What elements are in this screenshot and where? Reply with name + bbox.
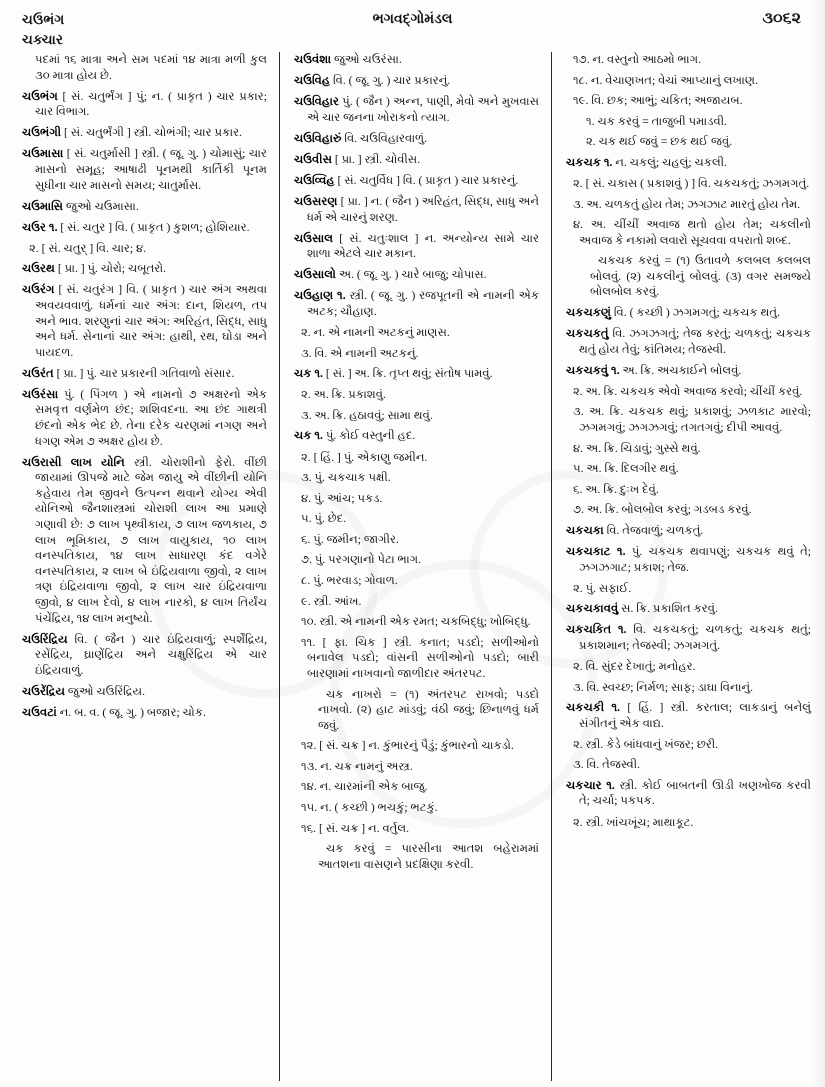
entry-body: વિ. ચકચકતું; ચળકતું; ચકચક થતું; પ્રકાશમાન; તેજસ્વી; ઝગમગતું. [579,623,811,652]
entry-headword: ચઉરેંદ્રિય [22,684,66,698]
entry-body: [ પ્રા. ] સ્ત્રી. ચોવીસ. [331,152,421,166]
entry-body: [ સં. ચતુરંગ ] વિ. ( પ્રાકૃત ) ચાર અંગ અથવા અવયવવાળું. ધર્મનાં ચાર અંગ: દાન, શિયળ, તપ અને ભાવ. શરણુનાં ચાર અંગ: અરિહંત, સિદ્ધ, સાધુ અને ધર્મ. સેનાનાં ચાર અંગ: હાથી, રથ, ઘોડા અને પાયદળ. [35,283,267,359]
entry-body: વિ. ( જૈન ) ચાર ઇંદ્રિયવાળું; સ્પર્શેંદ્રિય, રસેંદ્રિય, ઘ્રાણેંદ્રિય અને ચક્ષુરિંદ્રિય એ ચાર ઇંદ્રિયવાળું. [35,632,267,677]
entry-body: વિ. ( જૂ. ગુ. ) ચાર પ્રકારનું. [330,74,451,88]
dictionary-entry [566,601,811,617]
dictionary-entry [294,428,539,444]
entry-body: સ્ત્રી. ચોરાશીનો ફેરો. વીંછી જાયામાં ઊપજે માટે જેમ જાયુ એ વીંછીની યોનિ કહેવાય તેમ જીવને ઉત્પન્ન થવાને યોગ્ય એવી યોનિઓ જૈનશાસ્ત્રમાં ચોરાશી લાખ આ પ્રમાણે ગણાવી છે: ૭ લાખ પૃથ્વીકાય, ૭ લાખ જળકાય, ૭ લાખ ભૂમિકાય, ૭ લાખ વાયુકાય, ૧૦ લાખ વનસ્પતિકાય, ૧૪ લાખ સાધારણ કંદ વગેરે વનસ્પતિકાય, ૨ લાખ બે ઇંદ્રિયવાળા જીવો, ૨ લાખ ત્રણ ઇંદ્રિયવાળા જીવો, ૨ લાખ ચાર ઇંદ્રિયવાળા જીવો, ૪ લાખ દેવો, ૪ લાખ નારકો, ૪ લાખ તિર્યંચ પંચેંદ્રિય, ૧૪ લાખ મનુષ્યો. [35,455,267,625]
dictionary-entry [294,173,539,189]
entry-headword: ચકચકિત ૧. [566,623,627,637]
entry-body: ૩. પું. ચકચાક પક્ષી. [301,471,391,485]
entry-sense [294,779,539,795]
dictionary-entry [294,267,539,283]
entry-headword: ચક ૧. [294,367,323,381]
entry-body: સ્ત્રી. કોઈ બાબતની ઊડી ખણખોજ કરવી તે; ચર્ચા; પકપક. [579,778,811,808]
dictionary-entry [566,778,811,809]
entry-sense [294,491,539,507]
entry-body: ૧૩. ન. ચક્ર નામનું અસ્ત્ર. [301,759,413,773]
dictionary-entry [566,326,811,357]
entry-sense [566,581,811,597]
entry-body: [ સં. ] અ. ક્રિ. તૃપ્ત થવું; સંતોષ પામવું. [322,367,493,381]
dictionary-entry [294,52,539,68]
entry-headword: ચઉવિહાર [294,95,339,109]
dictionary-entry [566,305,811,321]
dictionary-entry [22,89,267,120]
entry-headword: ચઉર ૧. [22,220,58,234]
entry-body: [ સં. ચતુર્માસી ] સ્ત્રી. ( જૂ. ગુ. ) ચોમાસું; ચાર માસનો સમૂહ; આષાઢી પૂનમથી કાર્તિકી પૂનમ સુધીના ચાર માસનો સમય; ચાતુર્માસ. [35,147,267,192]
dictionary-entry [294,152,539,168]
entry-body: ૨. [ સં. ચકાસ ( પ્રકાશવું ) ] વિ. ચકચકતું; ઝગમગતું. [573,176,810,190]
entry-body: [ પ્રા. ] ન. ( જૈન ) અરિહંત, સિદ્ધ, સાધુ અને ધર્મ એ ચારનું શરણ. [307,195,539,224]
entry-body: ચક કરવું = પારસીના આતશ બહેરામમાં આતશના વાસણને પ્રદક્ષિણા કરવી. [318,842,539,871]
dictionary-entry [294,231,539,262]
dictionary-entry [22,684,267,700]
entry-body: ૩. અ. ક્રિ. ચકચક થવું; પ્રકાશવું; ઝળકાટ મારવો; ઝગમગવું; ઝગઝગવું; તગતગવું; દીપી આવવું. [573,405,811,434]
entry-body: વિ. ચઉવિહારવાળું. [341,131,427,145]
entry-headword: ચઉરાસી લાખ યોનિ [22,455,125,469]
dictionary-entry [22,705,267,721]
dictionary-entry [566,363,811,379]
entry-headword: ચઉમાસા [22,147,64,161]
entry-body: ૩. વિ. તેજસ્વી. [573,758,640,772]
dictionary-entry [294,288,539,319]
entry-body: ૧૫. ન. ( કચ્છી ) ભચકું; ભટકું. [301,800,438,814]
dictionary-entry [22,146,267,193]
entry-body: ૪. અ. ક્રિ. ચિડાવું; ગુસ્સે થવું. [573,441,701,455]
entry-body: પદમાં ૧૬ માત્રા અને સમ પદમાં ૧૪ માત્રા મળી કુલ ૩૦ માત્રા હોય છે. [35,53,267,82]
entry-sense [294,387,539,403]
entry-sense [294,594,539,610]
entry-headword: ચઉરંગ [22,283,55,297]
entry-headword: ચઉભંગી [22,126,62,140]
entry-continuation [22,52,267,83]
entry-headword: ચઉસરણ [294,195,338,209]
entry-body: [ સં. ચતુર ] વિ. ( પ્રાકૃત ) કુશળ; હોશિયાર. [57,220,250,234]
entry-body: વિ. ( કચ્છી ) ઝગમગતું; ચકચક થતું. [611,306,780,320]
entry-body: [ સં. ચતુર્ભંગ ] પું; ન. ( પ્રાકૃત ) ચાર પ્રકાર; ચાર વિભાગ. [35,89,267,119]
entry-headword: ચકચકતું [566,327,609,341]
entry-body: ૨. સ્ત્રી. ખાંચખૂંચ; માથાકૂટ. [573,815,694,829]
dictionary-entry [566,523,811,539]
entry-body: ૩. વિ. એ નામની અટકનું. [301,346,419,360]
entry-sense [294,408,539,424]
dictionary-entry [22,366,267,382]
dictionary-entry [294,94,539,125]
entry-sense [566,815,811,831]
entry-sense [566,73,811,89]
dictionary-entry [22,261,267,277]
entry-body: ૯. સ્ત્રી. આંખ. [301,594,362,608]
entry-sense [566,482,811,498]
entry-body: જુઓ ચઉમાસા. [63,199,139,213]
entry-body: અ. ( જૂ. ગુ. ) ચારે બાજુ; ચોપાસ. [335,268,487,282]
entry-body: જુઓ ચઉરિંદ્રિય. [65,684,146,698]
entry-body: ૬. અ. ક્રિ. દુઃખ દેવું. [573,482,659,496]
entry-sense [566,502,811,518]
entry-headword: ચઉવિહ [294,74,331,88]
entry-sense [566,197,811,213]
entry-body: [ સં. ચતુર્વિધ ] વિ. ( પ્રાકૃત ) ચાર પ્રકારનું. [334,173,519,187]
dictionary-entry [566,544,811,575]
entry-body: ચક નાખરો = (૧) અંતરપટ રાખવો; પડદો નાખવો. (૨) હાટ માંડવું; વંઠી જવું; છિનાળવું ધર્મ જવું. [318,687,539,732]
entry-body: ૫. પું. છેદ. [301,512,347,526]
entry-body: ૨. ચક થઈ જવું = છક થઈ જવું. [586,135,733,149]
dictionary-entry [22,220,267,236]
entry-sense [294,573,539,589]
dictionary-entry [566,622,811,653]
entry-headword: ચકચાર ૧. [566,778,615,792]
text-column-2 [279,52,551,1081]
entry-body: વિ. ઝગઝગતું; તેજ કરતું; ચળકતું; ચકચક થતું હોય તેવું; કાંતિમય; તેજસ્વી. [579,327,811,356]
entry-sense [566,384,811,400]
entry-headword: ચઉસાલો [294,268,336,282]
entry-body: સ્ત્રી. ( જૂ. ગુ. ) રજપૂતની એ નામની એક અટક; ચૌહાણ. [307,289,539,319]
entry-sense [294,470,539,486]
entry-headword: ચઉસાલ [294,231,334,245]
dictionary-entry [294,73,539,89]
entry-body: ૧૮. ન. વેચાણખત; વેચાં આપ્યાનું લખાણ. [573,73,758,87]
entry-sense [294,800,539,816]
entry-sense [566,52,811,68]
entry-body: ૨. [ સં. ચતુર્ ] વિ. ચાર; ૪. [29,241,147,255]
entry-body: ૧૨. [ સં. ચક્ર ] ન. કુંભારનું પૈડું; કુંભારનો ચાકડો. [301,739,514,753]
dictionary-entry [294,194,539,225]
entry-body: ૨. સ્ત્રી. કેડે બાંધવાનું ખંજર; છરી. [573,737,719,751]
entry-headword: ચઉવંશા [294,53,332,66]
dictionary-entry [22,455,267,626]
entry-headword: ચઉરંસા [22,387,59,401]
entry-body: ૧૯. વિ. છક; આભું; ચકિત; અજાયબ. [573,94,743,108]
entry-headword: ચકચક ૧. [566,155,613,169]
page-columns [14,52,815,1081]
entry-body: ચકચક કરવું = (૧) ઉતાવળે કલબલ કલબલ બોલવું. (૨) ચકલીનું બોલવું. (૩) વગર સમજ્યે બોલબોલ કરવું. [590,254,811,299]
entry-headword: ચઉભંગ [22,89,58,103]
entry-headword: ચઉવિહારું [294,131,342,145]
entry-body: ન. બ. વ. ( જૂ. ગુ. ) બજાર; ચોક. [56,705,206,719]
entry-body: [ હિં. ] સ્ત્રી. કરતાલ; લાકડાનું બનેલું સંગીતનું એક વાદ્ય. [579,701,811,730]
entry-sense [294,738,539,754]
entry-headword: ચકચકાટ ૧. [566,544,626,558]
entry-body: ૭. અ. ક્રિ. બોલબોલ કરવું; ગડબડ કરવું. [573,503,752,517]
running-head-first-entry: ચઉભંગ [22,12,65,27]
entry-sense [566,659,811,675]
entry-body: ૨. [ હિં. ] પું. એકાણુ જમીન. [301,450,428,464]
entry-body: [ પ્રા. ] પું. ચાર પ્રકારની ગતિવાળો સંસાર. [53,366,235,380]
entry-headword: ચઉરંત [22,366,54,380]
entry-sense [566,757,811,773]
entry-body: ૪. પું. આંચ; પકડ. [301,491,383,505]
entry-headword: ચકચકી ૧. [566,701,621,715]
entry-sense [294,635,539,682]
entry-subsense [566,134,811,150]
text-column-1 [14,52,279,1081]
entry-sense [566,441,811,457]
dictionary-entry [22,125,267,141]
entry-body: [ સં. ચતુઃશાલ ] ન. અન્યોન્ય સામે ચાર શાળા એટલે ચાર મકાન. [307,231,539,261]
entry-body: ૧૧. [ ફા. ચિક ] સ્ત્રી. કનાત; પડદો; સળીઓનો બનાવેલ પડદો; વાંસની સળીઓનો પડદો; બારી બારણામાં નાખવાનો જાળીદાર અંતરપટ. [301,635,539,680]
entry-body: ૧. ચક કરવું = તાજુબી પમાડવી. [586,114,727,128]
entry-body: ૨. અ. ક્રિ. પ્રકાશવું. [301,388,386,402]
entry-headword: ચકચકાવવું [566,602,619,616]
entry-sense [566,737,811,753]
entry-body: ૨. વિ. સુંદર દેખાતું; મનોહર. [573,659,696,673]
dictionary-entry [294,366,539,382]
entry-headword: ચકચકવું ૧. [566,363,620,377]
entry-sense [566,404,811,435]
entry-body: ન. ચકલું; ચહલું; ચકલી. [612,155,727,169]
entry-body: ૧૬. [ સં. ચક્ર ] ન. વર્તુલ. [301,821,410,835]
entry-body: ૨. ન. એ નામની અટકનું માણસ. [301,326,450,340]
entry-body: ૨. પું. સફાઈ. [573,581,632,595]
dictionary-entry [22,282,267,360]
entry-sense [294,325,539,341]
text-column-3 [551,52,815,1081]
entry-sense [566,176,811,192]
entry-body: અ. ક્રિ. અચકાઈને બોલવું. [619,363,742,377]
dictionary-entry [22,387,267,449]
entry-headword: ચક ૧. [294,429,323,443]
entry-subsense [566,114,811,130]
entry-sense [566,217,811,248]
dictionary-entry [566,700,811,731]
entry-body: ૧૪. ન. ચારમાંની એક બાજુ. [301,780,428,794]
entry-headword: ચકચકણું [566,306,612,320]
entry-body: [ સં. ચતુર્ભંગી ] સ્ત્રી. ચોભંગી; ચાર પ્રકાર. [61,126,242,140]
entry-idiom [294,687,539,734]
entry-idiom [294,841,539,872]
entry-body: પું. ( જૈન ) અન્ન, પાણી, મેવો અને મુખવાસ એ ચાર જનના ખોરાકનો ત્યાગ. [307,95,539,124]
entry-sense [294,552,539,568]
page-title: ભગવદ્ગોમંડલ [372,12,453,27]
dictionary-entry [22,199,267,215]
entry-sense [566,680,811,696]
entry-body: પું. ચકચક થવાપણું; ચકચક થવું તે; ઝગઝગાટ; પ્રકાશ; તેજ. [579,544,811,574]
running-head-last-entry: ચક્ચાર [22,31,64,47]
entry-headword: ચઉવટાં [22,705,57,719]
entry-body: ૪. અ. ચીંચીં અવાજ થતો હોય તેમ; ચકલીનો અવાજ કે નકામો લવારો સૂચવવા વપરાતો શબ્દ. [573,218,811,247]
page-number: ૩૦૬૨ [762,10,801,27]
entry-headword: ચઉવ્વિહ [294,173,335,187]
entry-sense [566,93,811,109]
entry-idiom [566,253,811,300]
entry-body: ૧૭. ન. વસ્તુનો આઠમો ભાગ. [573,53,702,66]
entry-sense [294,450,539,466]
entry-headword: ચઉમાસિ [22,199,64,213]
entry-body: ૩. અ. ક્રિ. હઠાવવું; સામા થવું. [301,408,433,422]
entry-sense [294,759,539,775]
entry-body: ૭. પું. પરગણાનો પેટા ભાગ. [301,553,422,567]
entry-sense [294,511,539,527]
entry-body: પું. ( પિંગળ ) એ નામનો ૭ અક્ષરનો એક સમવૃત્ત વર્ણમેળ છંદ; શશિવદના. આ છંદ ગાથત્રી છંદનો એક ભેદ છે. તેના દરેક ચરણમાં નગણ અને ધગણ એમ ૭ અક્ષર હોય છે. [35,387,267,448]
entry-body: ૨. અ. ક્રિ. ચકચક એવો અવાજ કરવો; ચીંચીં કરવું. [573,384,803,398]
entry-body: ૬. પું. જમીન; જાગીર. [301,532,399,546]
entry-sense [294,346,539,362]
dictionary-entry [566,155,811,171]
dictionary-entry [294,131,539,147]
entry-body: ૩. અ. ચળકતું હોય તેમ; ઝગઝાટ મારતું હોય તેમ. [573,197,801,211]
entry-body: વિ. તેજવાળું; ચળકતું. [603,523,704,537]
entry-body: ૩. વિ. સ્વચ્છ; નિર્મળ; સાફ; ડાઘા વિનાનું. [573,680,754,694]
entry-sense [294,532,539,548]
entry-sense [294,821,539,837]
entry-body: જુઓ ચઉરંસા. [331,53,402,66]
entry-body: પું. કોઈ વસ્તુની હદ. [322,429,416,443]
entry-body: ૮. પું. ભરવાડ; ગોવાળ. [301,574,398,588]
dictionary-entry [22,632,267,679]
entry-headword: ચઉહાણ ૧. [294,289,346,303]
entry-headword: ચઉરથ [22,262,55,276]
entry-sense [22,241,267,257]
entry-sense [294,614,539,630]
entry-sense [566,461,811,477]
entry-body: [ પ્રા. ] પું. ચોરો; ચબૂતરો. [54,262,167,276]
entry-headword: ચકચકા [566,523,604,537]
entry-body: ૧૦. સ્ત્રી. એ નામની એક રમત; ચકબિદ્ધુ; ખોબિદ્ધુ. [301,615,531,629]
entry-headword: ચઉવીસ [294,152,332,166]
page-header [0,10,825,58]
entry-body: સ. ક્રિ. પ્રકાશિત કરવું. [618,602,718,616]
entry-headword: ચઉરિંદ્રિય [22,632,68,646]
entry-body: ૫. અ. ક્રિ. દિલગીર થવું. [573,462,679,476]
